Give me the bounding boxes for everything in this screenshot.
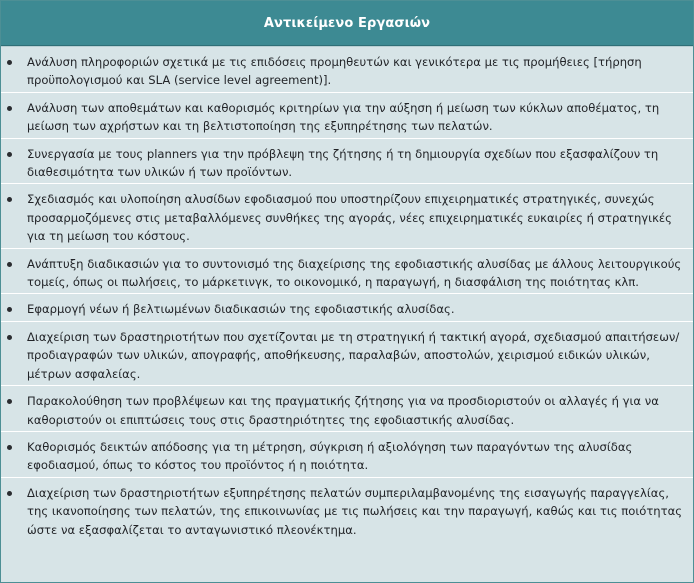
list-item	[1, 431, 693, 477]
bullet-icon	[7, 197, 12, 202]
bullet-icon	[7, 445, 12, 450]
list-item-text: Διαχείριση των δραστηριοτήτων που σχετίζονται με τη στρατηγική ή τακτική αγορά, σχεδιασμού απαιτήσεων/ προδιαγραφών των υλικών, απογραφής, αποθήκευσης, παραλαβών, αποστολών, χειρισμού ειδικών υλικών, μέτρων ασφαλείας.	[27, 329, 680, 381]
list-item	[1, 248, 693, 294]
list-item	[1, 46, 693, 92]
bullet-icon	[7, 491, 12, 496]
list-item-text: Παρακολούθηση των προβλέψεων και της πραγματικής ζήτησης για να προσδιοριστούν οι αλλαγές ή για να καθοριστούν οι επιπτώσεις τους στις δραστηριότητες της εφοδιαστικής αλυσίδας.	[27, 394, 659, 427]
list-item-text: Σχεδιασμός και υλοποίηση αλυσίδων εφοδιασμού που υποστηρίζουν επιχειρηματικές στρατηγικές, συνεχώς προσαρμοζόμενες στις μεταβαλλόμενες συνθήκες της αγοράς, νέες επιχειρηματικές ευκαιρίες ή στρατηγικές για τη μείωση του κόστους.	[27, 192, 672, 244]
task-list	[1, 46, 693, 541]
list-item	[1, 183, 693, 247]
list-item-text: Καθορισμός δεικτών απόδοσης για τη μέτρηση, σύγκριση ή αξιολόγηση των παραγόντων της αλυσίδας εφοδιασμού, όπως το κόστος του προϊόντος ή η ποιότητα.	[27, 439, 633, 473]
panel-header	[1, 1, 693, 46]
list-item-text: Ανάλυση των αποθεμάτων και καθορισμός κριτηρίων για την αύξηση ή μείωση των κύκλων αποθέματος, τη μείωση των αχρήστων και τη βελτιστοποίηση της εξυπηρέτησης των πελατών.	[27, 100, 660, 134]
list-item-text: Ανάπτυξη διαδικασιών για το συντονισμό της διαχείρισης της εφοδιαστικής αλυσίδας με άλλους λειτουργικούς τομείς, όπως οι πωλήσεις, το μάρκετινγκ, το οικονομικό, η παραγωγή, η διασφάλιση της ποιότητας κλπ.	[27, 256, 682, 290]
bullet-icon	[7, 152, 12, 157]
list-item-text: Διαχείριση των δραστηριοτήτων εξυπηρέτησης πελατών συμπεριλαμβανομένης της εισαγωγής παραγγελίας, της ικανοποίησης των πελατών, της επικοινωνίας με τις πωλήσεις και την παραγωγή, καθώς και τις ποιότητας ώστε να εξασφαλίζεται το ανταγωνιστικό πλεονέκτημα.	[27, 485, 683, 537]
list-item-text: Συνεργασία με τους planners για την πρόβλεψη της ζήτησης ή τη δημιουργία σχεδίων που εξασφαλίζουν τη διαθεσιμότητα των υλικών ή των προϊόντων.	[27, 146, 659, 180]
list-item	[1, 92, 693, 138]
list-item	[1, 138, 693, 184]
bullet-icon	[7, 335, 12, 340]
list-item-text: Ανάλυση πληροφοριών σχετικά με τις επιδόσεις προμηθευτών και γενικότερα με τις προμήθειες [τήρηση προϋπολογισμού και SLA (service level agreement)].	[27, 55, 642, 88]
bullet-icon	[7, 307, 12, 312]
bullet-icon	[7, 399, 12, 404]
bullet-icon	[7, 262, 12, 267]
list-item-text: Εφαρμογή νέων ή βελτιωμένων διαδικασιών της εφοδιαστικής αλυσίδας.	[27, 302, 455, 317]
list-item	[1, 477, 693, 541]
panel-title: Αντικείμενο Εργασιών	[263, 15, 431, 31]
list-item	[1, 321, 693, 385]
bullet-icon	[7, 60, 12, 65]
bullet-icon	[7, 106, 12, 111]
list-item	[1, 385, 693, 431]
list-item	[1, 293, 693, 320]
